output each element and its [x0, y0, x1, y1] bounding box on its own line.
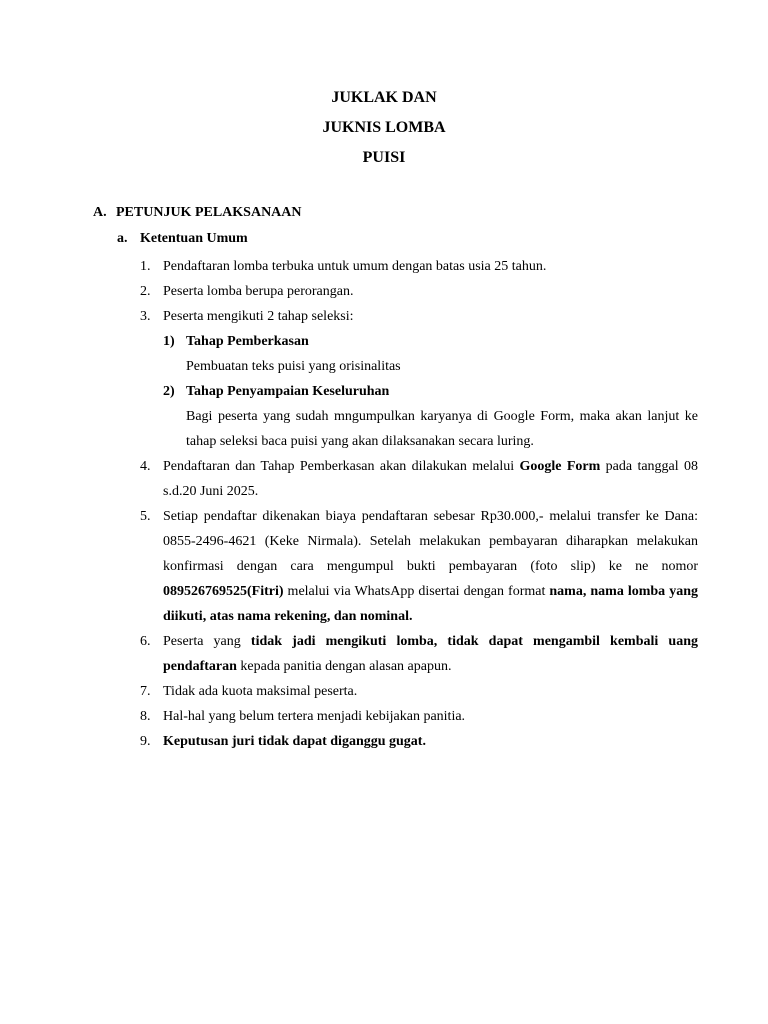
- stage-body: [186, 329, 698, 379]
- list-item: [140, 729, 698, 754]
- list-item: [140, 254, 698, 279]
- item-text: Peserta lomba berupa perorangan.: [163, 284, 354, 299]
- stage-description: Bagi peserta yang sudah mngumpulkan karyanya di Google Form, maka akan lanjut ke tahap seleksi baca puisi yang akan dilaksanakan secara luring.: [186, 409, 698, 449]
- text-run: pada tanggal 08 s.d.20 Juni 2025.: [163, 459, 698, 499]
- text-run-bold: 089526769525(Fitri): [163, 584, 284, 599]
- item-number: 4.: [140, 459, 151, 474]
- item-text: Hal-hal yang belum tertera menjadi kebijakan panitia.: [163, 709, 466, 724]
- item-text: Peserta mengikuti 2 tahap seleksi:: [163, 309, 354, 324]
- text-run-bold: nama, nama lomba yang diikuti, atas nama rekening, dan nominal.: [163, 584, 698, 624]
- section-marker: A.: [93, 205, 107, 220]
- doc-title-line-2: JUKNIS LOMBA: [322, 119, 446, 136]
- stage-heading: Tahap Pemberkasan: [186, 334, 309, 349]
- subsection-heading: [117, 230, 248, 248]
- stage-description: Pembuatan teks puisi yang orisinalitas: [186, 359, 401, 374]
- doc-title-line-3: PUISI: [362, 149, 406, 166]
- stage-item: [163, 329, 698, 379]
- subsection-marker: a.: [117, 231, 128, 246]
- item-number: 2.: [140, 284, 151, 299]
- item-number: 8.: [140, 709, 151, 724]
- stage-body: [186, 379, 698, 454]
- text-run: Setiap pendaftar dikenakan biaya pendaftaran sebesar Rp30.000,- melalui transfer ke Dana: 0855-2496-4621 (Keke Nirmala). Setelah melakukan pembayaran diharapkan melakukan konfirmasi dengan cara mengumpul bukti pembayaran (foto slip) ke ne nomor: [163, 509, 698, 574]
- stage-item: [163, 379, 698, 454]
- stage-heading: Tahap Penyampaian Keseluruhan: [186, 384, 390, 399]
- text-run: melalui via WhatsApp disertai dengan format: [283, 584, 550, 599]
- section-title: PETUNJUK PELAKSANAAN: [116, 205, 302, 220]
- item-number: 3.: [140, 309, 151, 324]
- item-text: [163, 629, 698, 679]
- list-item: [140, 704, 698, 729]
- item-number: 9.: [140, 734, 151, 749]
- list-item: [140, 454, 698, 504]
- stage-number: 2): [163, 384, 175, 399]
- list-item: [140, 679, 698, 704]
- text-run-bold: tidak jadi mengikuti lomba, tidak dapat mengambil kembali uang pendaftaran: [163, 634, 698, 674]
- list-item: [140, 504, 698, 629]
- item-number: 1.: [140, 259, 151, 274]
- list-item: [140, 279, 698, 304]
- item-text: [163, 454, 698, 504]
- item-number: 6.: [140, 634, 151, 649]
- text-run: Pendaftaran dan Tahap Pemberkasan akan dilakukan melalui: [163, 459, 520, 474]
- rules-list: [140, 254, 698, 754]
- item-number: 7.: [140, 684, 151, 699]
- item-text: Keputusan juri tidak dapat diganggu gugat.: [163, 734, 426, 749]
- doc-title-line-1: JUKLAK DAN: [331, 89, 437, 106]
- text-run-bold: Google Form: [519, 459, 601, 474]
- item-text: Pendaftaran lomba terbuka untuk umum dengan batas usia 25 tahun.: [163, 259, 547, 274]
- item-text: Tidak ada kuota maksimal peserta.: [163, 684, 358, 699]
- text-run: Peserta yang: [163, 634, 251, 649]
- text-run: kepada panitia dengan alasan apapun.: [236, 659, 452, 674]
- section-heading: [93, 204, 302, 222]
- item-number: 5.: [140, 509, 151, 524]
- subsection-title: Ketentuan Umum: [140, 231, 248, 246]
- list-item: [140, 629, 698, 679]
- item-body: [163, 304, 698, 454]
- item-text: [163, 504, 698, 629]
- list-item: [140, 304, 698, 454]
- stage-number: 1): [163, 334, 175, 349]
